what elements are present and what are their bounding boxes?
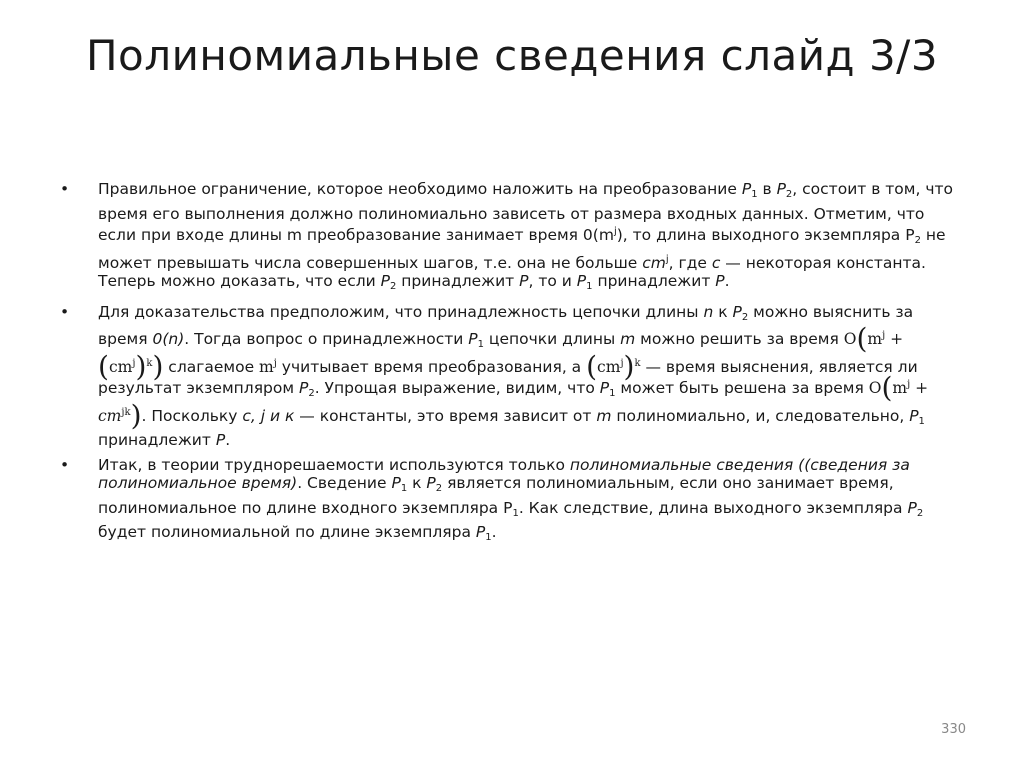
bullet-marker: • xyxy=(60,455,70,474)
bullet-item: • Итак, в теории труднорешаемости используются только полиномиальные сведения ((сведения за полиномиальное время). Сведение $P_1$ к $P_2$ является полиномиальным, если оно занимает время, полиномиальное по длине входного экземпляра $P_1$. Как следствие, длина выходного экземпляра $P_2$ будет полиномиальной по длине экземпляра $P_1$. xyxy=(60,455,924,543)
complexity-formula: $O(m^j + (cm^j)^k)$ xyxy=(98,322,904,383)
bullet-list xyxy=(60,180,965,554)
bullet-marker: • xyxy=(60,180,70,198)
bullet-item: • Для доказательства предположим, что принадлежность цепочки длины n к $P_2$ можно выяснить за время 0(n). Тогда вопрос о принадлежности $P_1$ цепочки длины m можно решить за время $O(m^j + (cm^j)^k)$ слагаемое $m^j$ учитывает время преобразования, а $(cm^j)^k$ — время выяснения, является ли результат экземпляром $P_2$. Упрощая выражение, видим, что $P_1$ может быть решена за время $O(m^j + cm^{jk})$. Поскольку c, j и к — константы, это время зависит от m полиномиально, и, следовательно, $P_1$ принадлежит P. xyxy=(60,302,929,449)
slide-title: Полиномиальные сведения слайд 3/3 xyxy=(85,31,939,80)
bullet-item: • Правильное ограничение, которое необходимо наложить на преобразование $P_1$ в $P_2$, состоит в том, что время его выполнения должно полиномиально зависеть от размера входных данных. Отметим, что если при входе длины m преобразование занимает время $0(m^j)$, то длина выходного экземпляра $P_2$ не может превышать числа совершенных шагов, т.е. она не больше $cm^j$, где c — некоторая константа. Теперь можно доказать, что если $P_2$ принадлежит P, то и $P_1$ принадлежит P. xyxy=(60,180,954,292)
bullet-marker: • xyxy=(60,302,70,321)
page-number: 330 xyxy=(941,722,966,737)
